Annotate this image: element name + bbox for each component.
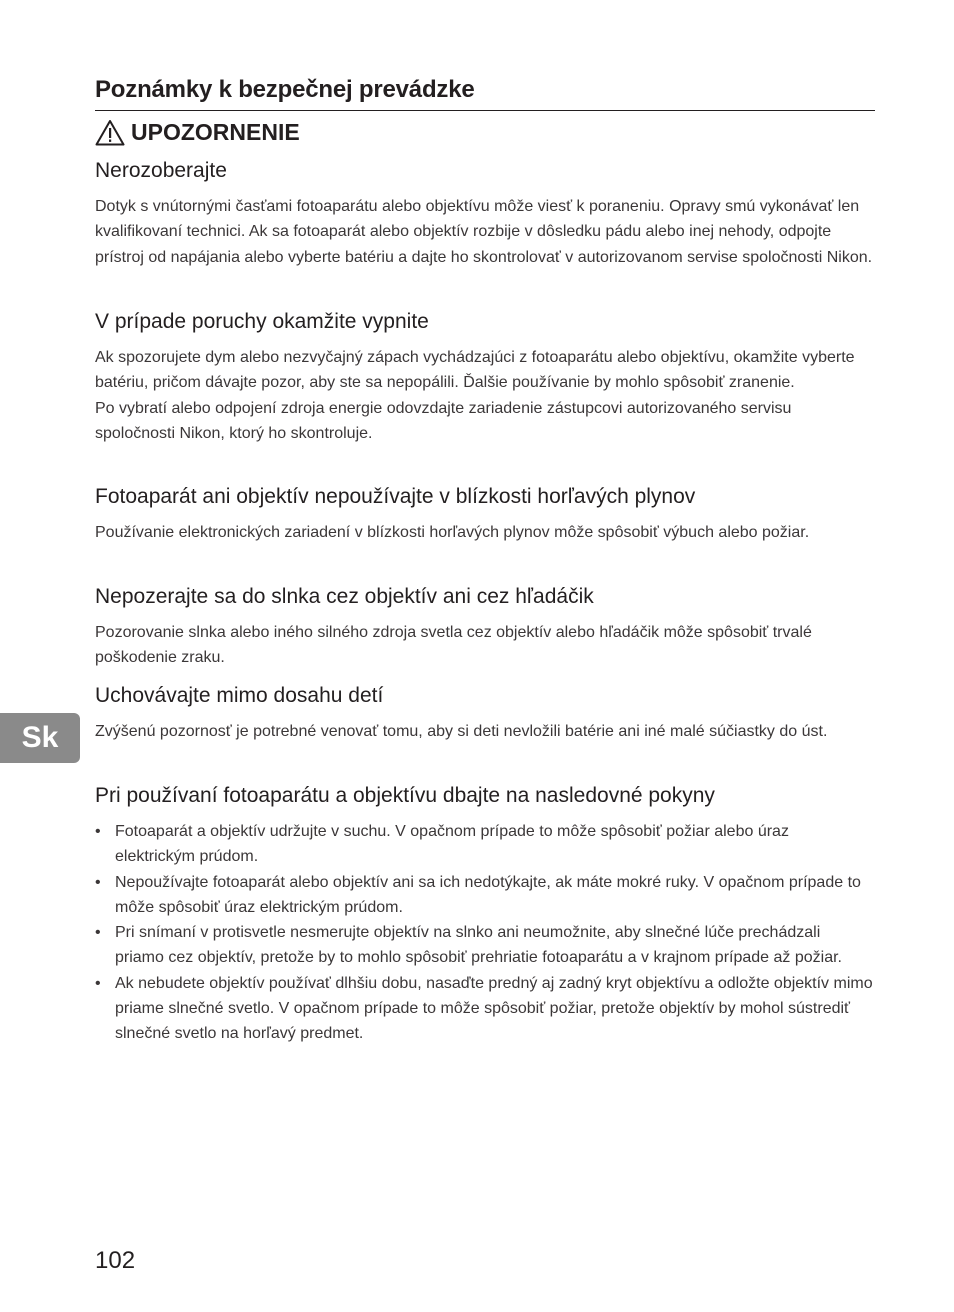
- section-text: Dotyk s vnútornými časťami fotoaparátu alebo objektívu môže viesť k poraneniu. Opravy smú vykonávať len kvalifikovaní technici. Ak sa fotoaparát alebo objektív rozbije v dôsledku pádu alebo inej nehody, odpojte prístroj od napájania alebo vyberte batériu a dajte ho skontrolovať v autorizovanom servise spoločnosti Nikon.: [95, 198, 873, 266]
- section-heading: Nerozoberajte: [95, 159, 227, 182]
- section-text: Zvýšenú pozornosť je potrebné venovať tomu, aby si deti nevložili batérie ani iné malé súčiastky do úst.: [95, 723, 828, 740]
- page-number: 102: [95, 1247, 136, 1274]
- section-text: Pozorovanie slnka alebo iného silného zdroja svetla cez objektív alebo hľadáčik môže spôsobiť trvalé poškodenie zraku.: [95, 624, 812, 667]
- section-heading: Pri používaní fotoaparátu a objektívu dbajte na nasledovné pokyny: [95, 784, 715, 807]
- section-heading: Nepozerajte sa do slnka cez objektív ani cez hľadáčik: [95, 585, 594, 608]
- section-sun: [95, 584, 873, 671]
- section-text: Používanie elektronických zariadení v blízkosti horľavých plynov môže spôsobiť výbuch alebo požiar.: [95, 524, 810, 541]
- section-disassembly: [95, 158, 873, 270]
- list-item: • Nepoužívajte fotoaparát alebo objektív ani sa ich nedotýkajte, ak máte mokré ruky. V opačnom prípade to môže spôsobiť úraz elektrickým prúdom.: [95, 870, 873, 921]
- warning-heading: [95, 119, 300, 146]
- section-heading: V prípade poruchy okamžite vypnite: [95, 310, 429, 333]
- section-flammable-gas: [95, 484, 873, 545]
- section-heading: Fotoaparát ani objektív nepoužívajte v blízkosti horľavých plynov: [95, 485, 696, 508]
- warning-triangle-icon: [95, 119, 125, 146]
- language-tab: Sk: [0, 713, 80, 763]
- section-heading: Uchovávajte mimo dosahu detí: [95, 684, 384, 707]
- list-item: • Fotoaparát a objektív udržujte v suchu. V opačnom prípade to môže spôsobiť požiar alebo úraz elektrickým prúdom.: [95, 819, 873, 870]
- bullet-list: [95, 819, 873, 1047]
- section-text: Ak spozorujete dym alebo nezvyčajný zápach vychádzajúci z fotoaparátu alebo objektívu, okamžite vyberte batériu, pričom dávajte pozor, aby ste sa nepopálili. Ďalšie používanie by mohlo spôsobiť zranenie.: [95, 349, 855, 392]
- list-item: • Ak nebudete objektív používať dlhšiu dobu, nasaďte predný aj zadný kryt objektívu a odložte objektív mimo priame slnečné svetlo. V opačnom prípade to môže spôsobiť požiar, pretože objektív by mohol sústrediť slnečné svetlo na horľavý predmet.: [95, 971, 873, 1047]
- warning-label: UPOZORNENIE: [131, 119, 300, 145]
- section-children: [95, 683, 873, 744]
- section-usage-precautions: [95, 783, 873, 1047]
- section-text: Po vybratí alebo odpojení zdroja energie odovzdajte zariadenie zástupcovi autorizovaného servisu spoločnosti Nikon, ktorý ho skontroluje.: [95, 399, 792, 442]
- section-malfunction: [95, 309, 873, 446]
- page-title: Poznámky k bezpečnej prevádzke: [95, 76, 875, 111]
- list-item: • Pri snímaní v protisvetle nesmerujte objektív na slnko ani neumožnite, aby slnečné lúče prechádzali priamo cez objektív, pretože by to mohlo spôsobiť prehriatie fotoaparátu a v krajnom prípade až požiar.: [95, 920, 873, 971]
